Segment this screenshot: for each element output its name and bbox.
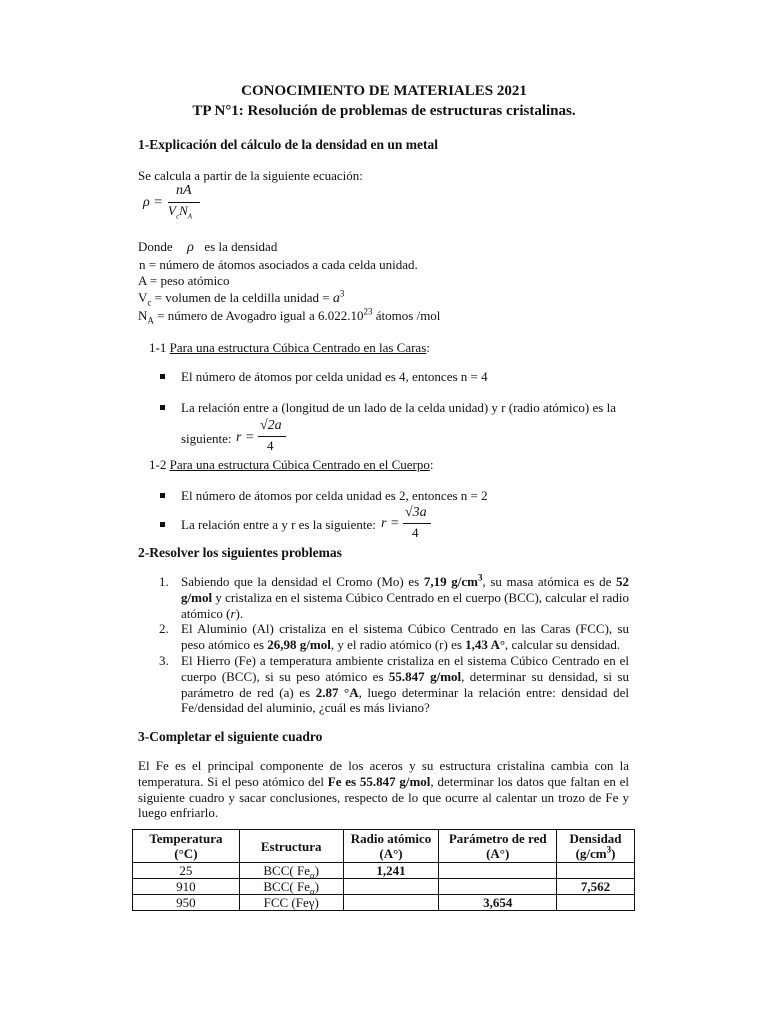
problem-text-part: , calcular su densidad. [505,637,621,653]
density-formula-n: N [179,203,188,218]
def-na-tail: átomos /mol [372,308,441,323]
lattice-parameter-cell [439,879,557,895]
def-na-text: = número de Avogadro igual a 6.022.10 [153,308,364,323]
bcc-formula-numerator: √3a [405,505,427,520]
def-rho-desc: es la densidad [204,239,278,254]
bullet-icon [160,493,165,498]
problem-text-part: 55.847 g/mol [388,668,462,684]
bcc-subheading [149,457,434,473]
def-na-sub: A [147,315,154,326]
def-na-exp: 23 [363,306,373,317]
def-donde: Donde [138,239,173,254]
def-rho-symbol: ρ [187,240,194,255]
problem-text-part: ). [235,605,244,621]
structure-cell: BCC( $Fe_\alpha$) [239,863,343,879]
section3-text-part: El Fe es el principal componente de los aceros y su estructura cristalina cambia con la temperatura. Si el peso atómico del [138,758,629,789]
bcc-suffix: : [429,457,434,472]
problem-text-part: 1,43 A° [465,637,506,653]
def-vc-exp: 3 [339,288,345,299]
table-header-cell: Estructura [239,830,343,863]
bullet-icon [160,405,165,410]
fcc-formula-numerator: √2a [260,418,282,433]
radius-cell: 1,241 [343,863,439,879]
section3-paragraph [138,758,629,821]
def-na-symbol: N [138,308,148,323]
table-header-cell: Densidad $(g/cm^3)$ [557,830,635,863]
section1-heading: 1-Explicación del cálculo de la densidad en un metal [138,137,439,152]
temperature-cell: 950 [133,895,240,911]
bcc-title: Para una estructura Cúbica Centrado en el Cuerpo [169,457,430,472]
problem-text-part: El Hierro (Fe) a temperatura ambiente cristaliza en el sistema Cúbico Centrado en el cuerpo (BCC), si su peso atómico es [181,652,629,684]
section3-text-part: Fe es 55.847 g/mol [327,773,431,789]
def-vc-math: a [332,291,340,306]
density-cell [557,863,635,879]
problem-text-part: , luego determinar la relación entre: densidad del Fe/densidad del aluminio, ¿cuál es más liviano? [181,684,629,716]
fcc-suffix: : [426,340,430,355]
bcc-bullet1: El número de átomos por celda unidad es 2, entonces n = 2 [181,488,488,503]
density-formula-v: V [168,203,176,218]
density-cell: 7,562 [557,879,635,895]
structure-cell: BCC( $Fe_\alpha$) [239,879,343,895]
problem-text-part: , su masa atómica es de [482,574,616,589]
problem-text-part: El Aluminio (Al) cristaliza en el sistema Cúbico Centrado en las Caras (FCC), su peso atómico es [181,621,629,653]
def-n: n = número de átomos asociados a cada celda unidad. [139,257,418,272]
fcc-formula [258,416,288,456]
problem-text-part: , y el radio atómico (r) es [330,637,466,653]
density-formula [168,183,208,223]
problem-number: 1. [159,574,169,589]
bullet-icon [160,374,165,379]
problem-text-part: r [230,605,236,621]
temperature-cell: 910 [133,879,240,895]
def-vc-text: = volumen de la celdilla unidad = [151,290,333,305]
density-cell [557,895,635,911]
section1-intro: Se calcula a partir de la siguiente ecuación: [138,168,363,183]
def-vc-symbol: V [138,290,148,305]
table-row [133,863,635,879]
table-header-row [133,830,635,863]
fcc-bullet2-line2: siguiente: [181,431,232,446]
lattice-parameter-cell [439,863,557,879]
table-header-cell: Parámetro de red (A°) [439,830,557,863]
def-vc-sub: c [147,297,152,308]
def-na [138,308,440,324]
problem-text-part: Sabiendo que la densidad el Cromo (Mo) es [181,574,424,589]
document-subtitle: TP N°1: Resolución de problemas de estructuras cristalinas. [192,103,576,119]
problem-item [159,621,629,653]
bcc-formula-denominator: 4 [412,525,419,540]
fcc-bullet2-line1: La relación entre a (longitud de un lado de la celda unidad) y r (radio atómico) es la [181,400,616,415]
temperature-cell: 25 [133,863,240,879]
problem-item [159,652,629,716]
table-row [133,879,635,895]
fcc-prefix: 1-1 [149,340,170,355]
density-formula-v-sub: c [175,212,180,221]
table-header-cell: Temperatura (°C) [133,830,240,863]
lattice-parameter-cell: 3,654 [439,895,557,911]
problem-text-part: 2.87 °A [315,684,359,700]
def-a: A = peso atómico [138,273,230,288]
bcc-bullet2: La relación entre a y r es la siguiente: [181,517,376,532]
problem-text-part: 52 g/mol [181,574,629,605]
problem-text-part: 26,98 g/mol [267,637,331,653]
fcc-formula-denominator: 4 [267,438,274,453]
fcc-bullet1: El número de átomos por celda unidad es 4, entonces n = 4 [181,369,488,384]
table-header-cell: Radio atómico (A°) [343,830,439,863]
problem-number: 2. [159,621,169,637]
bcc-formula-lhs: r = [381,516,400,531]
section3-heading: 3-Completar el siguiente cuadro [138,729,323,744]
radius-cell [343,879,439,895]
problem-number: 3. [159,652,169,668]
problem-text-part: y cristaliza en el sistema Cúbico Centrado en el cuerpo (BCC), calcular el radio atómico ( [181,589,629,621]
section2-heading: 2-Resolver los siguientes problemas [138,545,342,560]
problem-item [159,572,629,621]
problem-text-part: , determinar su densidad, si su parámetro de red (a) es [181,668,629,700]
problems-list [159,572,629,716]
density-formula-lhs: ρ = [143,195,163,210]
def-rho [138,239,277,256]
density-formula-numerator: nA [176,183,192,198]
fcc-formula-lhs: r = [236,430,255,445]
problem-text-part: 3 [477,572,483,583]
section3-text-part: , determinar los datos que faltan en el siguiente cuadro y sacar conclusiones, respecto de lo que ocurre al calentar un trozo de Fe y luego enfriarlo. [138,773,629,821]
def-vc [138,290,344,307]
table-row [133,895,635,911]
bcc-prefix: 1-2 [149,457,170,472]
fcc-title: Para una estructura Cúbica Centrado en las Caras [169,340,427,355]
document-title: CONOCIMIENTO DE MATERIALES 2021 [241,83,527,99]
iron-phases-table [132,829,635,911]
bcc-formula [403,503,433,543]
radius-cell [343,895,439,911]
problem-text-part: 7,19 g/cm [423,574,478,589]
bullet-icon [160,522,165,527]
fcc-subheading [149,340,430,356]
density-formula-n-sub: A [187,212,193,221]
structure-cell: FCC (Feγ) [239,895,343,911]
